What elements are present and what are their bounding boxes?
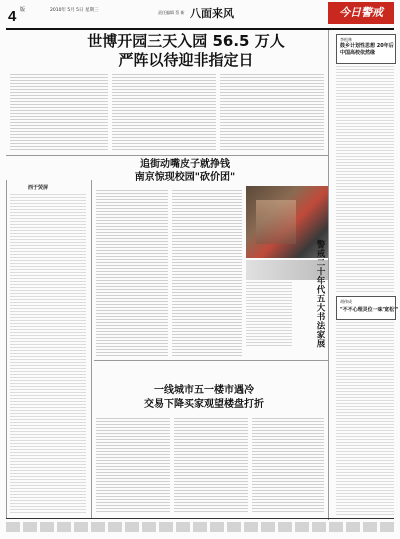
rail-commentary-box [336, 34, 396, 64]
bottom-headline-line-2: 交易下降买家观望楼盘打折 [144, 399, 264, 410]
vertical-photo-caption: 警戒二十年代五大书法家展 [315, 240, 325, 348]
top-headline-line-1: 世博开园三天入园 56.5 万人 [87, 32, 285, 50]
photo-caption-text [246, 282, 292, 346]
top-story-column-3 [220, 74, 324, 152]
section-name: 八面来风 [190, 7, 234, 20]
footer-rule [6, 518, 394, 519]
top-story-divider [6, 155, 328, 156]
footer-info-strip [6, 522, 394, 532]
middle-story-divider [94, 360, 328, 361]
top-story-column-2 [112, 74, 216, 152]
rail-commentary-author: 李松林 [340, 37, 352, 42]
top-story-column-1 [10, 74, 108, 152]
middle-story-column-1 [96, 190, 168, 356]
middle-story-column-2 [172, 190, 242, 356]
rail-commentary-text [336, 66, 394, 292]
rail-opinion-author: 胡伟成 [340, 299, 352, 304]
bottom-headline-line-1: 一线城市五一楼市遇冷 [154, 385, 254, 396]
issue-date: 2010年 5月 5日 星期三 [50, 8, 99, 13]
top-headline [56, 32, 316, 70]
bottom-story-column-1 [96, 418, 170, 514]
middle-headline-line-1: 追街动嘴皮子就挣钱 [140, 159, 230, 170]
middle-headline-line-2: 南京惊现校园"砍价团" [134, 172, 236, 183]
tv-listings-heading: 西于荧屏 [28, 185, 49, 191]
page-number: 4 [8, 8, 17, 25]
bottom-story-column-3 [252, 418, 324, 514]
bottom-story-column-2 [174, 418, 248, 514]
masthead [6, 2, 394, 28]
middle-headline [110, 158, 260, 184]
page-number-suffix: 版 [20, 7, 26, 13]
bottom-headline [104, 384, 304, 412]
rail-opinion-text [336, 322, 394, 516]
top-headline-line-2: 严阵以待迎非指定日 [118, 51, 254, 69]
rail-opinion-box [336, 296, 399, 320]
newspaper-logo: 今日警戒 [328, 2, 394, 24]
rail-opinion-title: "不不心理灵位一味'宽松'" [340, 307, 399, 313]
editor-line: 责任编辑 蔡 新 [158, 10, 185, 15]
tv-listings-text [10, 194, 86, 514]
rail-commentary-title: 鼓乡计划性思想 20年后中国高校依然缘 [340, 43, 394, 56]
